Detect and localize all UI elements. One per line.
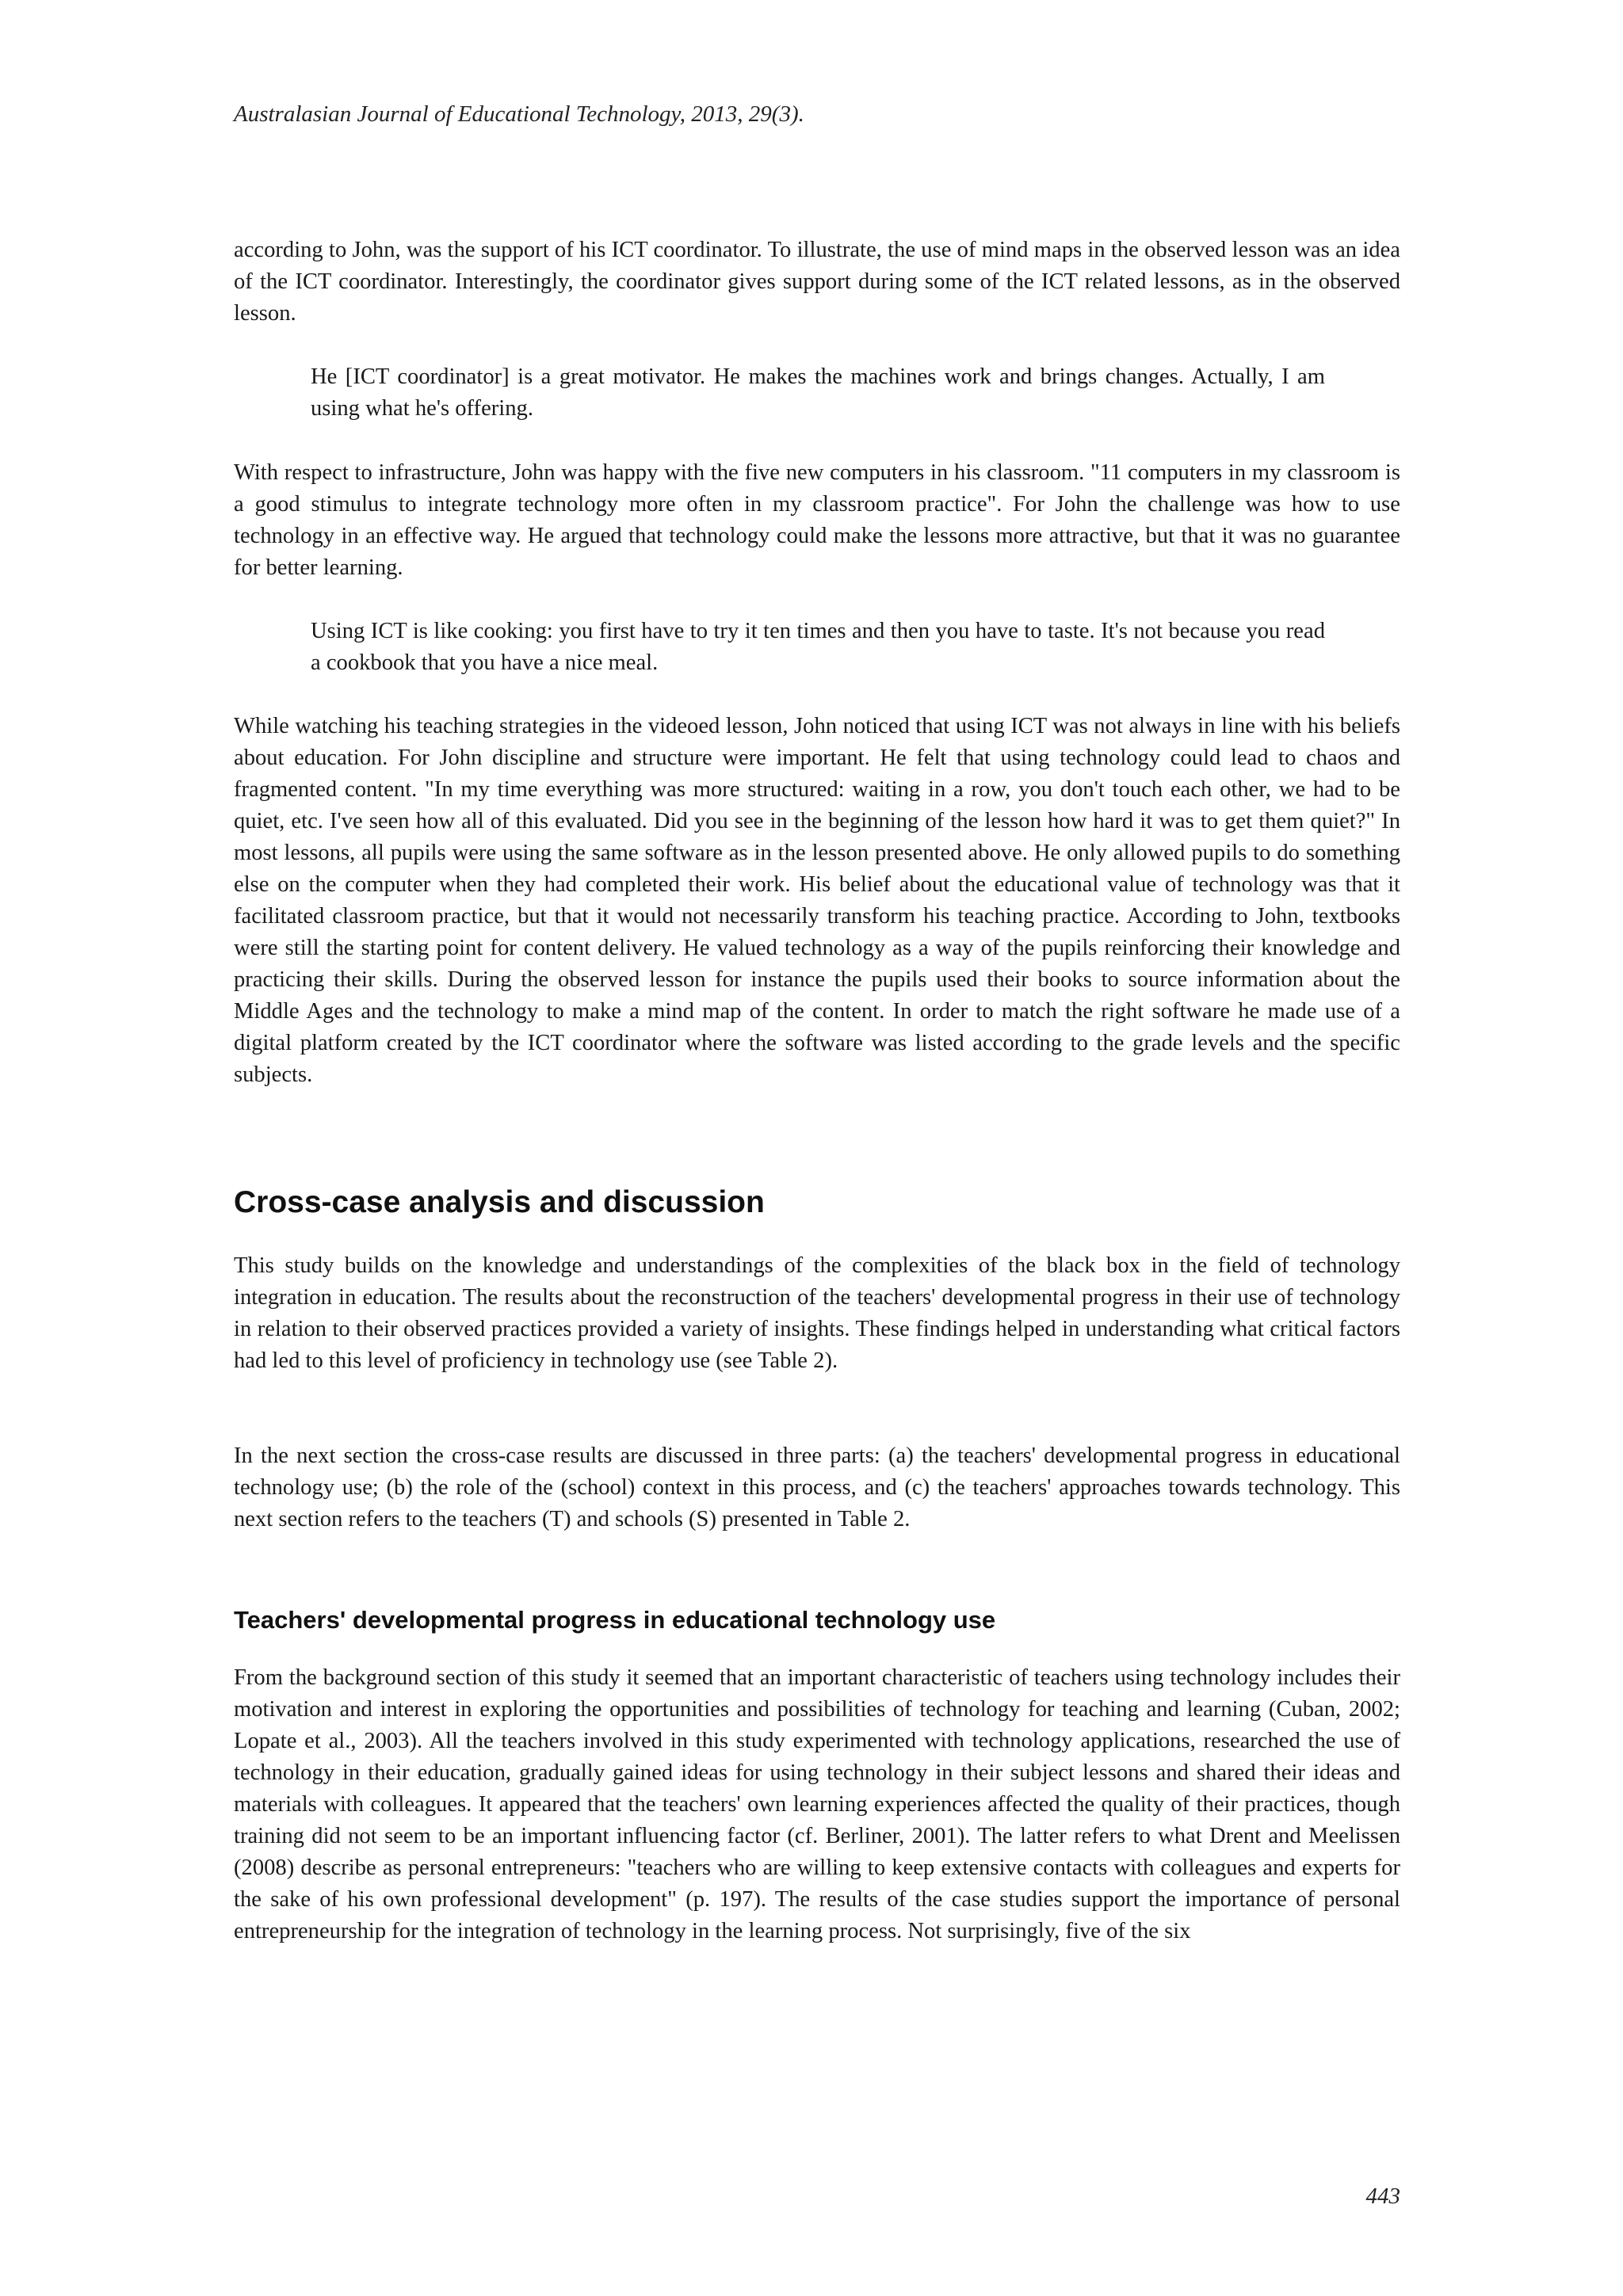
running-header: Australasian Journal of Educational Technology, 2013, 29(3).: [234, 101, 804, 127]
paragraph-ict-coordinator-support: according to John, was the support of his ICT coordinator. To illustrate, the use of mind maps in the observed lesson was an idea of the ICT coordinator. Interestingly, the coordinator gives support during some of the ICT related lessons, as in the observed lesson.: [234, 238, 1400, 326]
block-quote-motivator: He [ICT coordinator] is a great motivator. He makes the machines work and brings changes. Actually, I am using what he's offering.: [311, 364, 1325, 421]
block-quote-cooking: Using ICT is like cooking: you first have to try it ten times and then you have to taste. It's not because you read a cookbook that you have a nice meal.: [311, 619, 1325, 675]
paragraph-next-section: In the next section the cross-case results are discussed in three parts: (a) the teachers' developmental progress in educational technology use; (b) the role of the (school) context in this process, and (c) the teachers' approaches towards technology. This next section refers to the teachers (T) and schools (S) presented in Table 2.: [234, 1444, 1400, 1531]
paragraph-background-section: From the background section of this study it seemed that an important characteristic of teachers using technology includes their motivation and interest in exploring the opportunities and possibilities of technology for teaching and learning (Cuban, 2002; Lopate et al., 2003). All the teachers involved in this study experimented with technology applications, researched the use of technology in their education, gradually gained ideas for using technology in their subject lessons and shared their ideas and materials with colleagues. It appeared that the teachers' own learning experiences affected the quality of their practices, though training did not seem to be an important influencing factor (cf. Berliner, 2001). The latter refers to what Drent and Meelissen (2008) describe as personal entrepreneurs: "teachers who are willing to keep extensive contacts with colleagues and experts for the sake of his own professional development" (p. 197). The results of the case studies support the importance of personal entrepreneurship for the integration of technology in the learning process. Not surprisingly, five of the six: [234, 1665, 1400, 1943]
subsection-heading-developmental-progress: Teachers' developmental progress in educational technology use: [234, 1606, 996, 1634]
page-number: 443: [1365, 2183, 1400, 2209]
section-heading-cross-case: Cross-case analysis and discussion: [234, 1185, 765, 1219]
paragraph-study-builds: This study builds on the knowledge and understandings of the complexities of the black box in the field of technology integration in education. The results about the reconstruction of the teachers' developmental progress in their use of technology in relation to their observed practices provided a variety of insights. These findings helped in understanding what critical factors had led to this level of proficiency in technology use (see Table 2).: [234, 1253, 1400, 1373]
paragraph-infrastructure: With respect to infrastructure, John was happy with the five new computers in his classroom. "11 computers in my classroom is a good stimulus to integrate technology more often in my classroom practice". For John the challenge was how to use technology in an effective way. He argued that technology could make the lessons more attractive, but that it was no guarantee for better learning.: [234, 460, 1400, 580]
paragraph-teaching-strategies: While watching his teaching strategies in the videoed lesson, John noticed that using ICT was not always in line with his beliefs about education. For John discipline and structure were important. He felt that using technology could lead to chaos and fragmented content. "In my time everything was more structured: waiting in a row, you don't touch each other, we had to be quiet, etc. I've seen how all of this evaluated. Did you see in the beginning of the lesson how hard it was to get them quiet?" In most lessons, all pupils were using the same software as in the lesson presented above. He only allowed pupils to do something else on the computer when they had completed their work. His belief about the educational value of technology was that it facilitated classroom practice, but that it would not necessarily transform his teaching practice. According to John, textbooks were still the starting point for content delivery. He valued technology as a way of the pupils reinforcing their knowledge and practicing their skills. During the observed lesson for instance the pupils used their books to source information about the Middle Ages and the technology to make a mind map of the content. In order to match the right software he made use of a digital platform created by the ICT coordinator where the software was listed according to the grade levels and the specific subjects.: [234, 714, 1400, 1087]
